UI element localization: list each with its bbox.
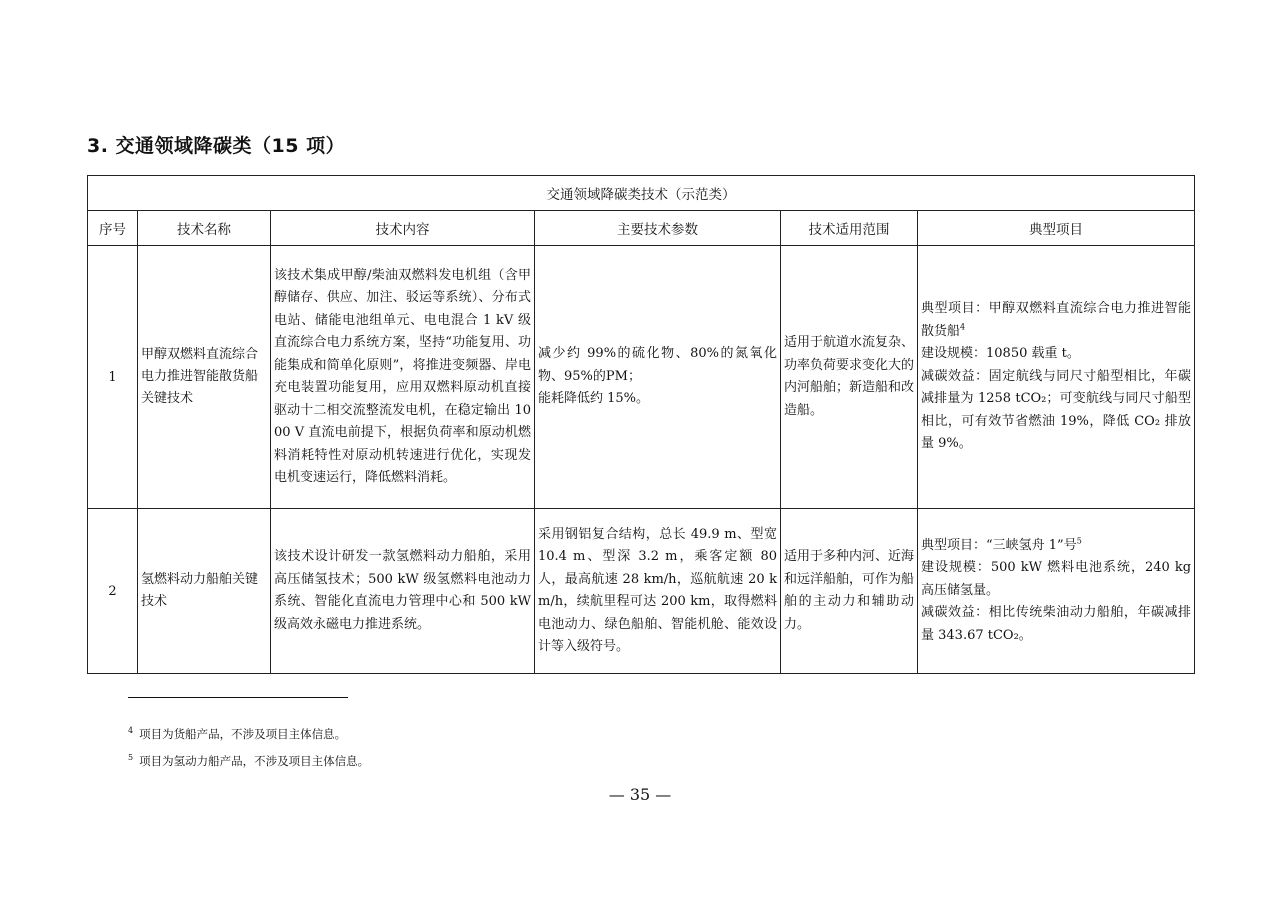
project-benefit: 减碳效益：固定航线与同尺寸船型相比，年碳减排量为 1258 tCO₂；可变航线与同尺寸船型相比，可有效节省燃油 19%，降低 CO₂ 排放量 9%。 bbox=[921, 368, 1192, 452]
row-typical-project bbox=[918, 246, 1195, 509]
params-line: 采用钢铝复合结构，总长 49.9 m、型宽 10.4 m、型深 3.2 m，乘客定额 80 人，最高航速 28 km/h，巡航航速 20 km/h，续航里程可达 200 km，取得燃料电池动力、绿色船舶、智能机舱、能效设计等入级符号。 bbox=[538, 526, 777, 654]
params-line: 减少约 99%的硫化物、80%的氮氧化物、95%的PM； bbox=[538, 346, 777, 384]
project-scale: 建设规模：10850 载重 t。 bbox=[921, 346, 1080, 362]
footnote-reference[interactable]: 5 bbox=[1076, 536, 1082, 546]
table-row bbox=[88, 509, 1195, 674]
header-project: 典型项目 bbox=[918, 211, 1195, 246]
footnote-mark: 5 bbox=[128, 753, 134, 763]
footnote-text: 项目为氢动力船产品，不涉及项目主体信息。 bbox=[139, 754, 370, 768]
section-title: 3. 交通领域降碳类（15 项） bbox=[87, 135, 346, 157]
project-name: 典型项目：甲醇双燃料直流综合电力推进智能散货船 bbox=[921, 301, 1192, 339]
footnote-reference[interactable]: 4 bbox=[960, 322, 966, 332]
project-scale: 建设规模：500 kW 燃料电池系统，240 kg 高压储氢量。 bbox=[921, 560, 1192, 598]
project-benefit: 减碳效益：相比传统柴油动力船舶，年碳减排量 343.67 tCO₂。 bbox=[921, 605, 1192, 643]
row-index: 1 bbox=[88, 246, 138, 509]
header-content: 技术内容 bbox=[271, 211, 535, 246]
header-params: 主要技术参数 bbox=[535, 211, 781, 246]
row-typical-project bbox=[918, 509, 1195, 674]
header-name: 技术名称 bbox=[138, 211, 271, 246]
footnote-mark: 4 bbox=[128, 726, 134, 736]
row-tech-scope: 适用于多种内河、近海和远洋船舶，可作为船舶的主动力和辅助动力。 bbox=[781, 509, 918, 674]
row-index: 2 bbox=[88, 509, 138, 674]
params-line: 能耗降低约 15%。 bbox=[538, 391, 650, 407]
header-index: 序号 bbox=[88, 211, 138, 246]
row-tech-content: 该技术设计研发一款氢燃料动力船舶，采用高压储氢技术；500 kW 级氢燃料电池动力系统、智能化直流电力管理中心和 500 kW 级高效永磁电力推进系统。 bbox=[271, 509, 535, 674]
footnote bbox=[128, 726, 346, 742]
footnote-text: 项目为货船产品，不涉及项目主体信息。 bbox=[139, 727, 347, 741]
footnote bbox=[128, 753, 369, 769]
project-name-line bbox=[921, 535, 1191, 558]
row-tech-params bbox=[535, 246, 781, 509]
page-number: — 35 — bbox=[608, 785, 672, 804]
row-tech-params bbox=[535, 509, 781, 674]
row-tech-name: 氢燃料动力船舶关键技术 bbox=[138, 509, 271, 674]
row-tech-scope: 适用于航道水流复杂、功率负荷要求变化大的内河船舶；新造船和改造船。 bbox=[781, 246, 918, 509]
row-tech-content: 该技术集成甲醇/柴油双燃料发电机组（含甲醇储存、供应、加注、驳运等系统）、分布式电站、储能电池组单元、电电混合 1 kV 级直流综合电力系统方案，坚持“功能复用、功能集成和简单化原则”，将推进变频器、岸电充电装置功能复用，应用双燃料原动机直接驱动十二相交流整流发电机，在稳定输出 1000 V 直流电前提下，根据负荷率和原动机燃料消耗特性对原动机转速进行优化，实现发电机变速运行，降低燃料消耗。 bbox=[271, 246, 535, 509]
project-name: 典型项目：“三峡氢舟 1”号 bbox=[921, 537, 1077, 553]
table-caption: 交通领域降碳类技术（示范类） bbox=[88, 176, 1195, 211]
footnote-divider bbox=[128, 697, 348, 698]
table-row bbox=[88, 246, 1195, 509]
technology-table bbox=[87, 175, 1195, 674]
header-scope: 技术适用范围 bbox=[781, 211, 918, 246]
project-name-line bbox=[921, 298, 1191, 343]
row-tech-name: 甲醇双燃料直流综合电力推进智能散货船关键技术 bbox=[138, 246, 271, 509]
